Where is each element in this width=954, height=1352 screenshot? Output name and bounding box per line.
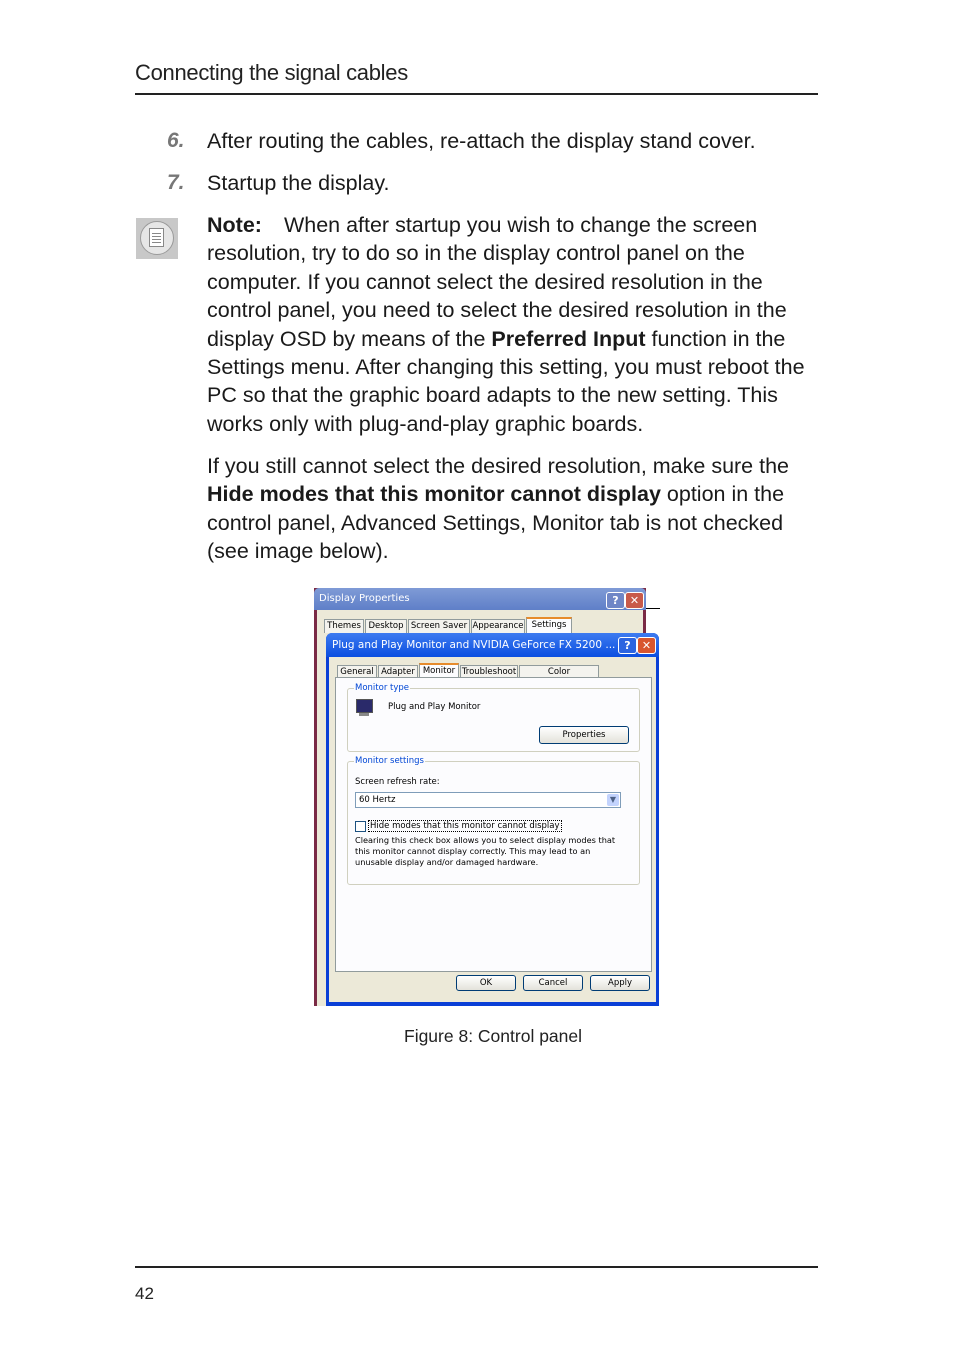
figure-caption: Figure 8: Control panel — [404, 1026, 583, 1046]
running-header: Connecting the signal cables — [135, 60, 408, 85]
refresh-rate-select[interactable] — [355, 792, 621, 808]
control-panel-screenshot — [314, 588, 659, 1006]
tab-general[interactable]: General — [337, 665, 377, 679]
step-text: After routing the cables, re-attach the display stand cover. — [207, 129, 756, 153]
apply-button[interactable]: Apply — [590, 975, 650, 991]
tab-color-management[interactable]: Color — [519, 665, 599, 679]
hide-modes-checkbox[interactable] — [355, 821, 366, 832]
para-text-2: option in the control panel, Advanced Settings, Monitor tab is not checked (see image below). — [207, 482, 785, 564]
refresh-rate-label: Screen refresh rate: — [355, 777, 440, 787]
close-icon[interactable]: ✕ — [637, 637, 656, 654]
properties-button[interactable]: Properties — [539, 726, 629, 744]
note-paragraph — [207, 211, 819, 438]
monitor-properties-window — [326, 633, 659, 1006]
step-number: 7. — [167, 171, 185, 194]
page-number: 42 — [135, 1284, 154, 1303]
chevron-down-icon[interactable]: ▼ — [607, 794, 619, 806]
monitor-properties-titlebar — [326, 633, 659, 657]
close-icon[interactable]: ✕ — [625, 592, 644, 609]
monitor-type-label: Monitor type — [355, 683, 410, 693]
step-text: Startup the display. — [207, 171, 390, 195]
help-icon[interactable]: ? — [618, 637, 637, 654]
tab-troubleshoot[interactable]: Troubleshoot — [461, 667, 517, 677]
leader-line — [646, 608, 660, 609]
window-title: Display Properties — [319, 593, 410, 604]
monitor-settings-group — [347, 756, 640, 885]
monitor-tab-panel — [335, 677, 652, 972]
footer-rule — [135, 1266, 818, 1268]
monitor-icon — [356, 699, 372, 719]
step-number: 6. — [167, 129, 185, 152]
ok-button[interactable]: OK — [456, 975, 516, 991]
tab-desktop[interactable]: Desktop — [365, 619, 407, 633]
note-bold: Preferred Input — [491, 326, 646, 351]
instruction-paragraph — [207, 452, 819, 566]
hide-modes-label[interactable]: Hide modes that this monitor cannot display — [370, 821, 560, 831]
tab-screen-saver[interactable]: Screen Saver — [408, 619, 470, 633]
tab-appearance[interactable]: Appearance — [472, 621, 524, 631]
header-rule — [135, 93, 818, 95]
note-icon — [136, 218, 178, 259]
note-text-2: function in the Settings menu. After changing this setting, you must reboot the PC so that the graphic board adapts to the new setting. This works only with plug-and-play graphic boards. — [207, 326, 805, 436]
para-bold: Hide modes that this monitor cannot display — [207, 482, 661, 507]
refresh-rate-value: 60 Hertz — [359, 795, 396, 805]
monitor-type-group — [347, 683, 640, 752]
monitor-properties-body — [329, 657, 656, 1002]
note-label: Note: — [207, 213, 262, 237]
para-text-1: If you still cannot select the desired resolution, make sure the — [207, 454, 790, 478]
help-icon[interactable]: ? — [606, 592, 625, 609]
tab-themes[interactable]: Themes — [324, 619, 364, 633]
tab-settings[interactable]: Settings — [526, 617, 572, 634]
note-text-1: When after startup you wish to change the screen resolution, try to do so in the display control panel on the computer. If you cannot select the desired resolution in the control panel, you need to select the desired resolution in the display OSD by means of the — [207, 213, 787, 351]
monitor-settings-label: Monitor settings — [355, 756, 424, 766]
window-title: Plug and Play Monitor and NVIDIA GeForce FX 5200 ... — [332, 639, 616, 651]
tab-adapter[interactable]: Adapter — [378, 665, 418, 679]
display-properties-titlebar — [314, 588, 646, 610]
tab-monitor[interactable]: Monitor — [419, 663, 459, 680]
hide-modes-description: Clearing this check box allows you to select display modes that this monitor cannot display correctly. This may lead to an unusable display and/or damaged hardware. — [355, 835, 616, 867]
monitor-name: Plug and Play Monitor — [388, 702, 481, 712]
cancel-button[interactable]: Cancel — [523, 975, 583, 991]
